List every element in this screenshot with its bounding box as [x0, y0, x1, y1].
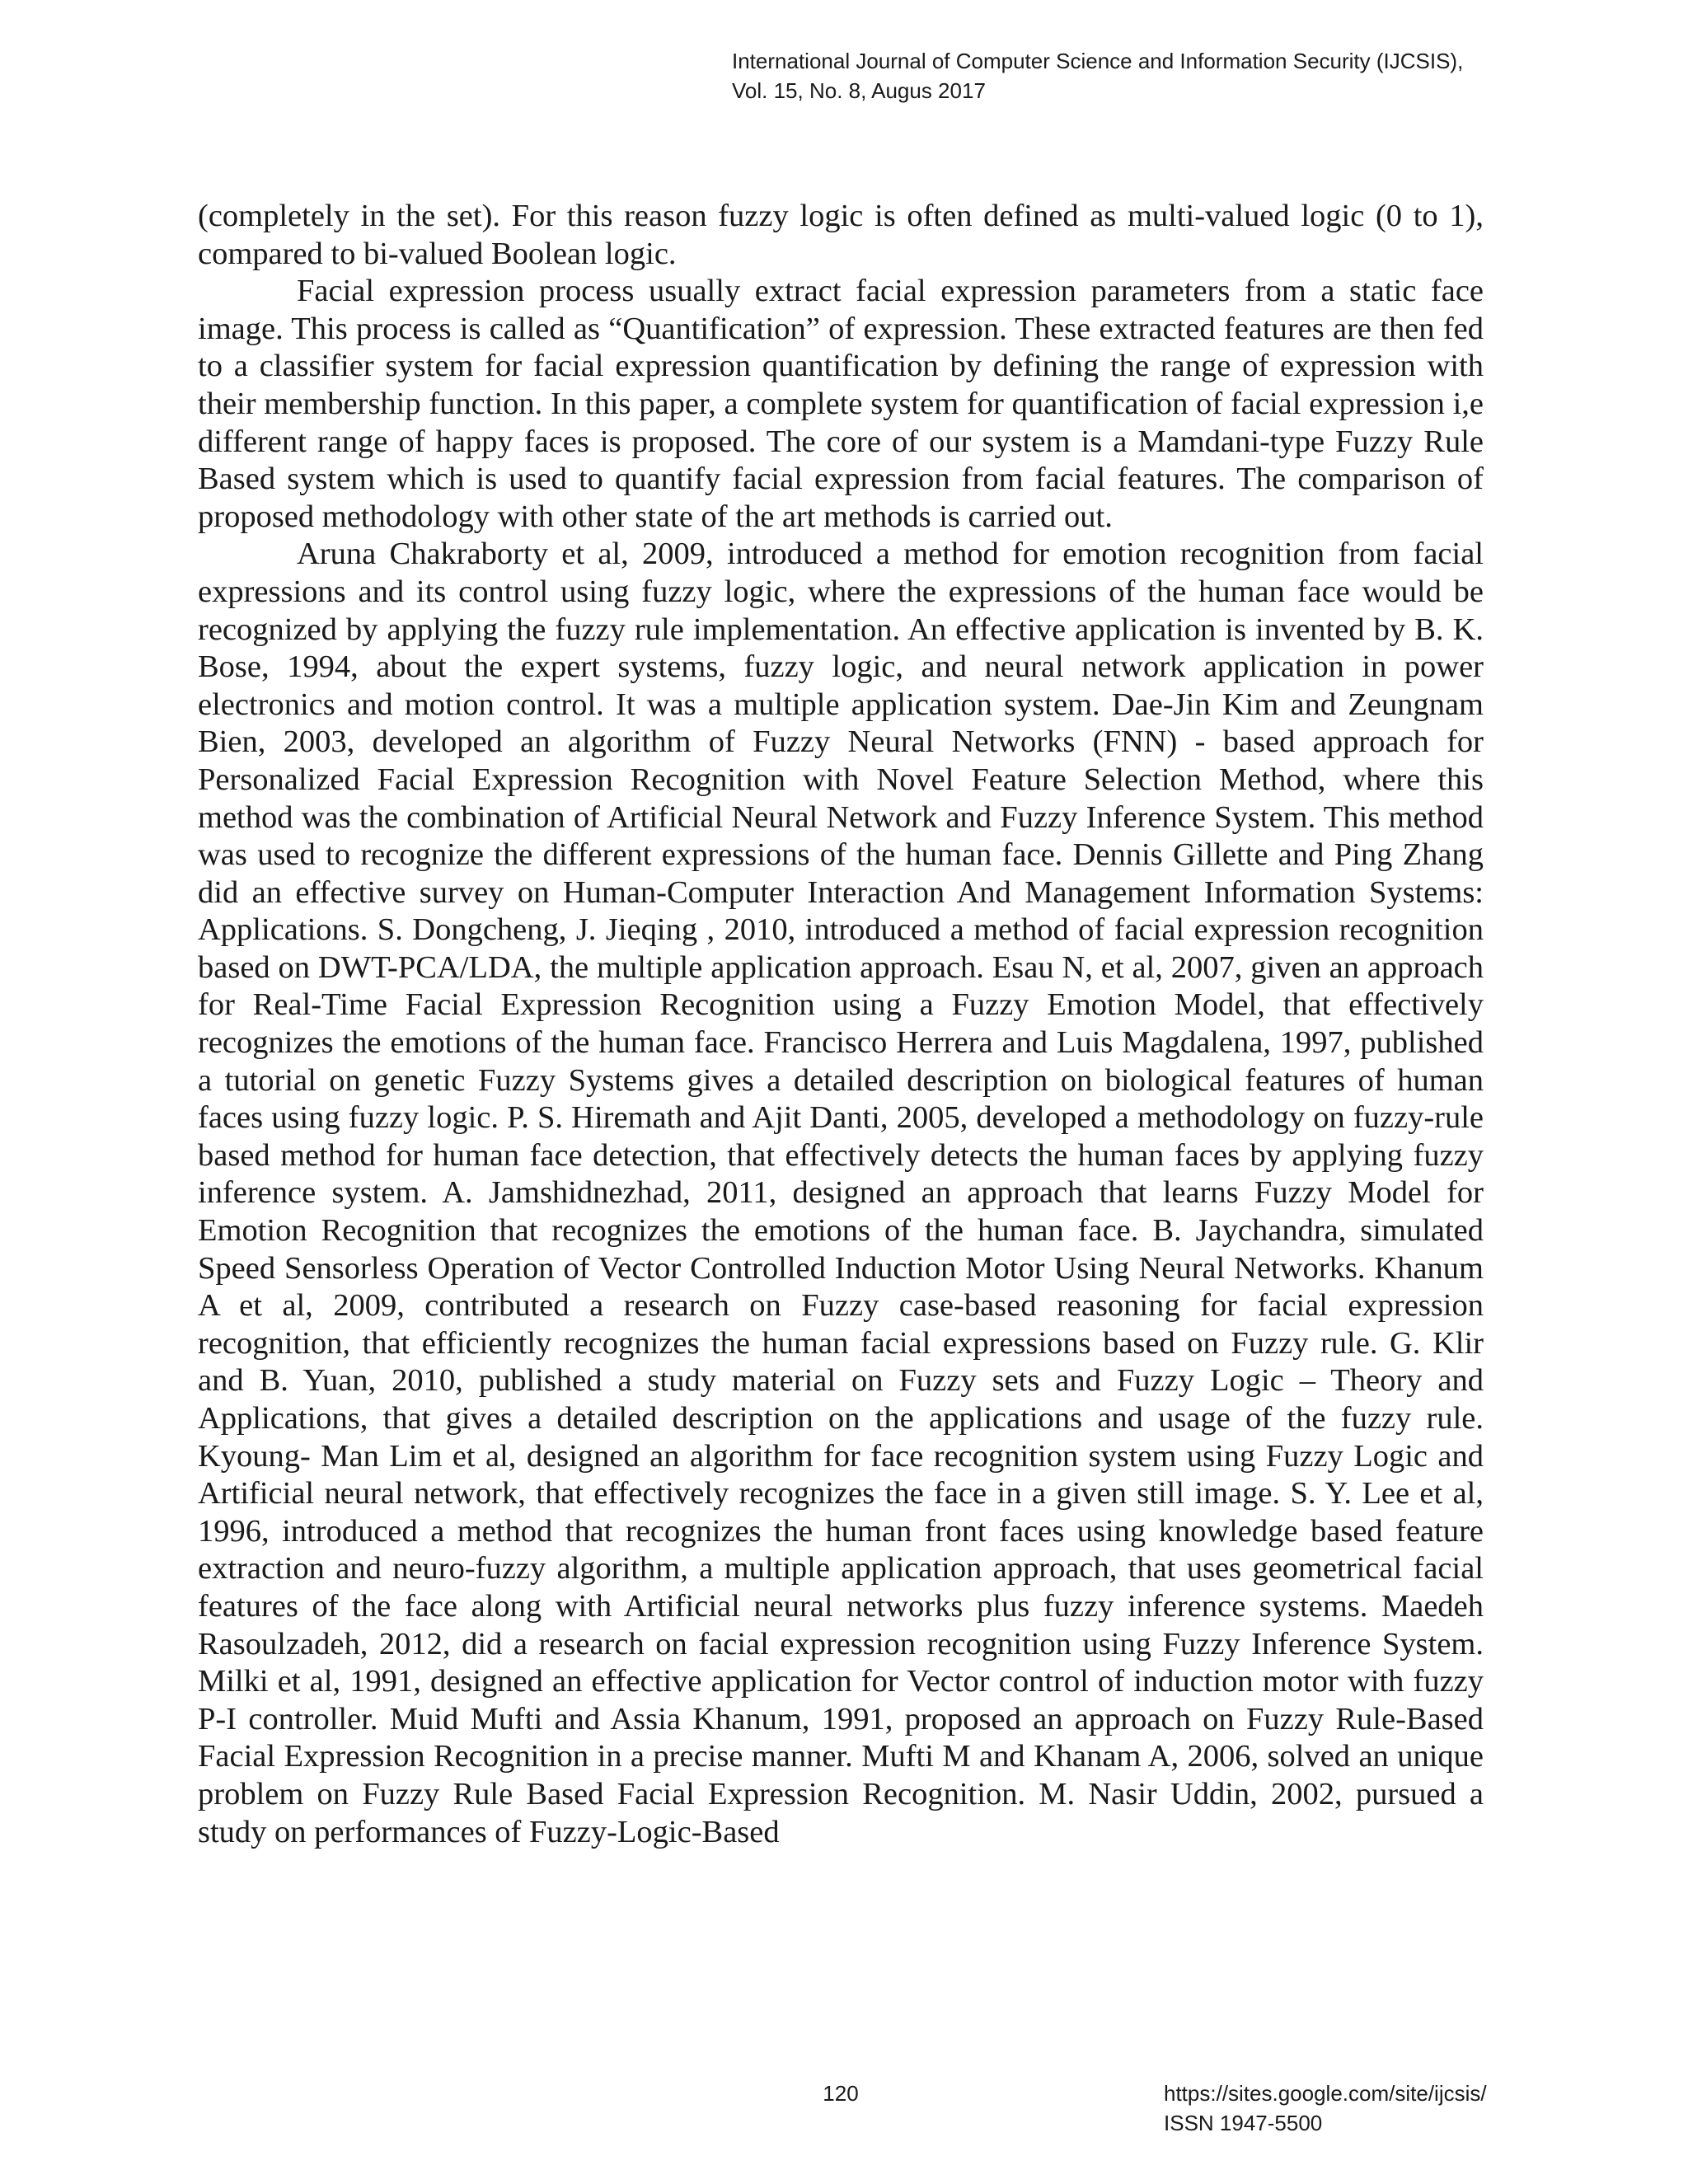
body-text: [198, 198, 1484, 1851]
issn: ISSN 1947-5500: [1164, 2111, 1323, 2135]
page-footer: [0, 2079, 1688, 2144]
paragraph-quantification: Facial expression process usually extract facial expression parameters from a static face image. This process is called as “Quantification” of expression. These extracted features are then fed to a classifier system for facial expression quantification by defining the range of expression with their membership function. In this paper, a complete system for quantification of facial expression i,e different range of happy faces is proposed. The core of our system is a Mamdani-type Fuzzy Rule Based system which is used to quantify facial expression from facial features. The comparison of proposed methodology with other state of the art methods is carried out.: [198, 274, 1484, 534]
paragraph-continuation: (completely in the set). For this reason fuzzy logic is often defined as multi-valued logic (0 to 1), compared to bi-valued Boolean logic.: [198, 199, 1484, 271]
page-number: 120: [823, 2081, 859, 2106]
journal-title: International Journal of Computer Science and Information Security (IJCSIS),: [732, 49, 1464, 73]
paragraph-related-work: Aruna Chakraborty et al, 2009, introduced a method for emotion recognition from facial expressions and its control using fuzzy logic, where the expressions of the human face would be recognized by applying the fuzzy rule implementation. An effective application is invented by B. K. Bose, 1994, about the expert systems, fuzzy logic, and neural network application in power electronics and motion control. It was a multiple application system. Dae-Jin Kim and Zeungnam Bien, 2003, developed an algorithm of Fuzzy Neural Networks (FNN) - based approach for Personalized Facial Expression Recognition with Novel Feature Selection Method, where this method was the combination of Artificial Neural Network and Fuzzy Inference System. This method was used to recognize the different expressions of the human face. Dennis Gillette and Ping Zhang did an effective survey on Human-Computer Interaction And Management Information Systems: Applications. S. Dongcheng, J. Jieqing , 2010, introduced a method of facial expression recognition based on DWT-PCA/LDA, the multiple application approach. Esau N, et al, 2007, given an approach for Real-Time Facial Expression Recognition using a Fuzzy Emotion Model, that effectively recognizes the emotions of the human face. Francisco Herrera and Luis Magdalena, 1997, published a tutorial on genetic Fuzzy Systems gives a detailed description on biological features of human faces using fuzzy logic. P. S. Hiremath and Ajit Danti, 2005, developed a methodology on fuzzy-rule based method for human face detection, that effectively detects the human faces by applying fuzzy inference system. A. Jamshidnezhad, 2011, designed an approach that learns Fuzzy Model for Emotion Recognition that recognizes the emotions of the human face. B. Jaychandra, simulated Speed Sensorless Operation of Vector Controlled Induction Motor Using Neural Networks. Khanum A et al, 2009, contributed a research on Fuzzy case-based reasoning for facial expression recognition, that efficiently recognizes the human facial expressions based on Fuzzy rule. G. Klir and B. Yuan, 2010, published a study material on Fuzzy sets and Fuzzy Logic – Theory and Applications, that gives a detailed description on the applications and usage of the fuzzy rule. Kyoung- Man Lim et al, designed an algorithm for face recognition system using Fuzzy Logic and Artificial neural network, that effectively recognizes the face in a given still image. S. Y. Lee et al, 1996, introduced a method that recognizes the human front faces using knowledge based feature extraction and neuro-fuzzy algorithm, a multiple application approach, that uses geometrical facial features of the face along with Artificial neural networks plus fuzzy inference systems. Maedeh Rasoulzadeh, 2012, did a research on facial expression recognition using Fuzzy Inference System. Milki et al, 1991, designed an effective application for Vector control of induction motor with fuzzy P-I controller. Muid Mufti and Assia Khanum, 1991, proposed an approach on Fuzzy Rule-Based Facial Expression Recognition in a precise manner. Mufti M and Khanam A, 2006, solved an unique problem on Fuzzy Rule Based Facial Expression Recognition. M. Nasir Uddin, 2002, pursued a study on performances of Fuzzy-Logic-Based: [198, 537, 1484, 1849]
page-header: [732, 46, 1639, 105]
journal-url: https://sites.google.com/site/ijcsis/: [1164, 2081, 1487, 2106]
journal-volume: Vol. 15, No. 8, Augus 2017: [732, 78, 986, 103]
footer-info: [1164, 2079, 1487, 2138]
